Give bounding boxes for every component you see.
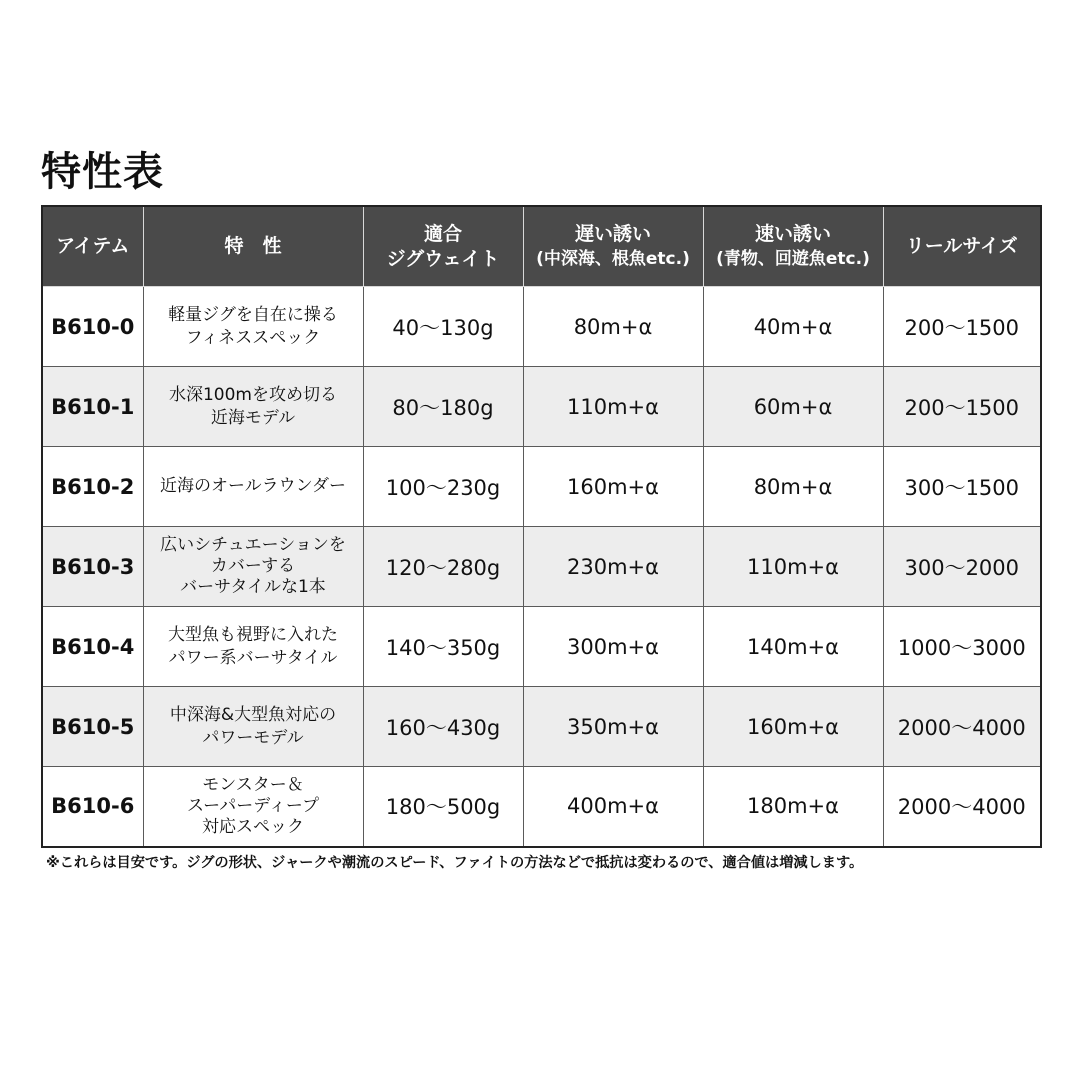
slow-cell: 110m+α — [523, 367, 703, 447]
feature-line: バーサタイルな1本 — [180, 577, 326, 597]
table-row — [42, 287, 1041, 367]
table-row — [42, 767, 1041, 847]
slow-cell: 350m+α — [523, 687, 703, 767]
model-cell: B610-5 — [42, 687, 143, 767]
table-row — [42, 527, 1041, 607]
feature-line: 軽量ジグを自在に操る — [168, 304, 338, 325]
table-row — [42, 367, 1041, 447]
fast-cell: 140m+α — [703, 607, 883, 687]
feature-line: パワーモデル — [202, 727, 304, 748]
reel-cell: 2000～4000 — [883, 687, 1041, 767]
model-cell: B610-2 — [42, 447, 143, 527]
fast-cell: 160m+α — [703, 687, 883, 767]
weight-cell: 40～130g — [363, 287, 523, 367]
feature-cell — [143, 687, 363, 767]
header-fast-line: (青物、回遊魚etc.) — [716, 248, 870, 269]
header-slow — [523, 206, 703, 287]
feature-line: フィネススペック — [185, 327, 321, 348]
weight-cell: 100～230g — [363, 447, 523, 527]
header-fast — [703, 206, 883, 287]
header-weight-line: 適合 — [423, 222, 462, 245]
weight-cell: 80～180g — [363, 367, 523, 447]
feature-cell — [143, 287, 363, 367]
feature-cell — [143, 607, 363, 687]
slow-cell: 300m+α — [523, 607, 703, 687]
slow-cell: 400m+α — [523, 767, 703, 847]
feature-line: 広いシチュエーションを — [160, 535, 346, 555]
header-weight — [363, 206, 523, 287]
slow-cell: 230m+α — [523, 527, 703, 607]
feature-line: 中深海&大型魚対応の — [169, 704, 337, 725]
fast-cell: 110m+α — [703, 527, 883, 607]
feature-cell — [143, 767, 363, 847]
model-cell: B610-3 — [42, 527, 143, 607]
table-row — [42, 607, 1041, 687]
feature-cell — [143, 447, 363, 527]
reel-cell: 2000～4000 — [883, 767, 1041, 847]
model-cell: B610-1 — [42, 367, 143, 447]
feature-cell — [143, 527, 363, 607]
reel-cell: 1000～3000 — [883, 607, 1041, 687]
feature-line: パワー系バーサタイル — [168, 647, 338, 668]
feature-line: 近海のオールラウンダー — [160, 476, 346, 496]
feature-line: 対応スペック — [202, 816, 304, 837]
feature-line: 大型魚も視野に入れた — [168, 624, 338, 645]
table-row — [42, 687, 1041, 767]
header-weight-line: ジグウェイト — [386, 247, 500, 270]
header-slow-line: 遅い誘い — [574, 222, 651, 245]
header-feature: 特 性 — [143, 206, 363, 287]
header-item: アイテム — [42, 206, 143, 287]
header-row — [42, 206, 1041, 287]
weight-cell: 140～350g — [363, 607, 523, 687]
reel-cell: 300～1500 — [883, 447, 1041, 527]
header-reel: リールサイズ — [883, 206, 1041, 287]
slow-cell: 160m+α — [523, 447, 703, 527]
feature-line: 水深100mを攻め切る — [168, 384, 337, 405]
feature-line: カバーする — [210, 556, 296, 576]
page-title: 特性表 — [41, 149, 164, 195]
weight-cell: 160～430g — [363, 687, 523, 767]
feature-line: スーパーディープ — [186, 795, 320, 816]
fast-cell: 60m+α — [703, 367, 883, 447]
weight-cell: 120～280g — [363, 527, 523, 607]
header-fast-line: 速い誘い — [754, 222, 831, 245]
spec-table — [41, 205, 1042, 848]
model-cell: B610-0 — [42, 287, 143, 367]
footnote: ※これらは目安です。ジグの形状、ジャークや潮流のスピード、ファイトの方法などで抵抗は変わるので、適合値は増減します。 — [46, 855, 864, 871]
model-cell: B610-6 — [42, 767, 143, 847]
fast-cell: 40m+α — [703, 287, 883, 367]
header-slow-line: (中深海、根魚etc.) — [536, 248, 690, 269]
reel-cell: 200～1500 — [883, 287, 1041, 367]
weight-cell: 180～500g — [363, 767, 523, 847]
feature-line: 近海モデル — [210, 407, 296, 428]
fast-cell: 180m+α — [703, 767, 883, 847]
fast-cell: 80m+α — [703, 447, 883, 527]
reel-cell: 300～2000 — [883, 527, 1041, 607]
model-cell: B610-4 — [42, 607, 143, 687]
feature-line: モンスター＆ — [202, 774, 304, 795]
reel-cell: 200～1500 — [883, 367, 1041, 447]
slow-cell: 80m+α — [523, 287, 703, 367]
table-row — [42, 447, 1041, 527]
feature-cell — [143, 367, 363, 447]
